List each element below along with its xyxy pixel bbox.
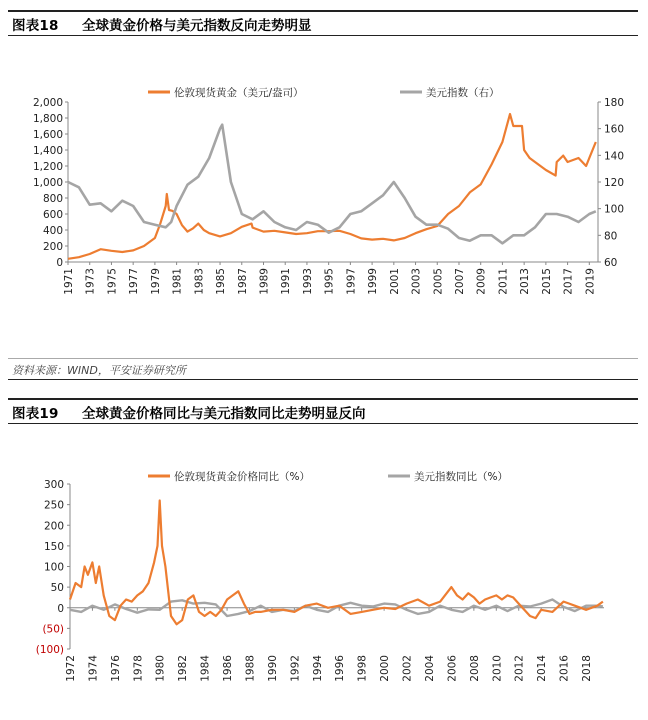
header-bottom-rule: [8, 423, 638, 424]
x-tick-label: 1972: [65, 655, 77, 682]
x-tick-label: 1987: [236, 268, 249, 295]
legend-gold-label: 伦敦现货黄金（美元/盎司）: [174, 87, 304, 99]
x-tick-label: 2011: [497, 268, 510, 295]
x-tick-label: 1996: [334, 655, 347, 682]
legend-dollar-label: 美元指数（右）: [426, 87, 500, 99]
figure1-label: 图表18: [12, 18, 59, 34]
y-left-tick-label: 1,000: [32, 177, 63, 189]
x-tick-label: 2014: [536, 655, 549, 682]
y-right-tick-label: 60: [604, 257, 618, 269]
x-tick-label: 1992: [289, 655, 302, 682]
x-tick-label: 2002: [401, 655, 414, 682]
x-tick-label: 2015: [540, 268, 553, 295]
x-tick-label: 2004: [423, 655, 436, 682]
x-tick-label: 1979: [149, 268, 162, 295]
y-tick-label: 200: [43, 520, 64, 533]
x-tick-label: 1978: [132, 655, 145, 682]
x-tick-label: 1985: [215, 268, 228, 295]
x-tick-label: 1973: [84, 268, 97, 295]
x-tick-label: 2008: [468, 655, 481, 682]
yoy-chart: [0, 428, 648, 718]
y-tick-label: (100): [35, 644, 64, 656]
legend-gold-label: 伦敦现货黄金价格同比（%）: [174, 471, 310, 483]
x-tick-label: 2001: [388, 268, 401, 295]
y-tick-label: 250: [43, 499, 64, 512]
y-left-tick-label: 1,400: [32, 145, 63, 157]
y-right-tick-label: 140: [604, 150, 625, 163]
figure2-label: 图表19: [12, 406, 59, 422]
x-tick-label: 2019: [584, 268, 597, 295]
x-tick-label: 1975: [106, 268, 119, 295]
x-tick-label: 1999: [367, 268, 380, 295]
x-tick-label: 2018: [581, 655, 594, 682]
y-tick-label: (50): [42, 623, 64, 636]
figure2-header: [8, 398, 638, 424]
y-tick-label: 150: [43, 540, 64, 553]
x-tick-label: 1981: [171, 268, 184, 295]
gold-price-line: [68, 114, 596, 259]
x-tick-label: 1990: [266, 655, 279, 682]
x-tick-label: 2017: [562, 268, 575, 295]
x-tick-label: 1995: [323, 268, 336, 295]
x-tick-label: 2003: [410, 268, 423, 295]
figure1-header: [8, 10, 638, 36]
x-tick-label: 1984: [199, 655, 212, 682]
y-right-tick-label: 100: [604, 203, 625, 216]
x-tick-label: 2010: [491, 655, 504, 682]
header-top-rule: [8, 398, 638, 400]
y-right-tick-label: 120: [604, 177, 625, 189]
x-tick-label: 1991: [280, 268, 293, 295]
x-tick-label: 2016: [558, 655, 571, 682]
x-tick-label: 1997: [345, 268, 358, 295]
x-tick-label: 1974: [87, 655, 100, 682]
y-right-tick-label: 160: [604, 123, 625, 136]
header-bottom-rule: [8, 35, 638, 36]
x-tick-label: 1983: [193, 268, 206, 295]
x-tick-label: 1998: [356, 655, 369, 682]
y-right-tick-label: 80: [604, 230, 618, 243]
y-tick-label: 300: [43, 479, 64, 491]
dollar-index-line: [68, 125, 596, 244]
x-tick-label: 2009: [475, 268, 488, 295]
x-tick-label: 2006: [446, 655, 459, 682]
x-tick-label: 2005: [432, 268, 445, 295]
y-tick-label: 50: [50, 582, 64, 595]
x-tick-label: 2013: [519, 268, 532, 295]
y-right-tick-label: 180: [604, 97, 625, 109]
y-left-tick-label: 1,800: [32, 113, 63, 125]
x-tick-label: 1977: [128, 268, 141, 295]
figure1-title: 全球黄金价格与美元指数反向走势明显: [82, 18, 312, 34]
y-tick-label: 0: [57, 602, 64, 615]
x-tick-label: 2007: [453, 268, 466, 295]
x-tick-label: 1986: [222, 655, 235, 682]
y-left-tick-label: 1,200: [32, 161, 63, 173]
source-note: [8, 358, 638, 380]
source-text: 资料来源：WIND，平安证券研究所: [12, 364, 186, 377]
x-tick-label: 2012: [513, 655, 526, 682]
y-left-tick-label: 600: [42, 209, 63, 221]
y-left-tick-label: 400: [42, 225, 63, 237]
y-left-tick-label: 0: [56, 257, 63, 269]
x-tick-label: 1980: [154, 655, 167, 682]
y-left-tick-label: 200: [42, 241, 63, 253]
header-top-rule: [8, 10, 638, 12]
x-tick-label: 1989: [258, 268, 271, 295]
legend-dollar-label: 美元指数同比（%）: [414, 471, 508, 483]
x-tick-label: 1993: [301, 268, 314, 295]
y-tick-label: 100: [43, 561, 64, 574]
x-tick-label: 1982: [177, 655, 190, 682]
x-tick-label: 2000: [379, 655, 392, 682]
x-tick-label: 1976: [109, 655, 122, 682]
gold-dollar-chart: [0, 40, 648, 370]
figure2-title: 全球黄金价格同比与美元指数同比走势明显反向: [82, 406, 366, 422]
y-left-tick-label: 2,000: [32, 97, 63, 109]
x-tick-label: 1971: [63, 268, 75, 295]
x-tick-label: 1988: [244, 655, 257, 682]
y-left-tick-label: 800: [42, 193, 63, 205]
x-tick-label: 1994: [311, 655, 324, 682]
y-left-tick-label: 1,600: [32, 129, 63, 141]
